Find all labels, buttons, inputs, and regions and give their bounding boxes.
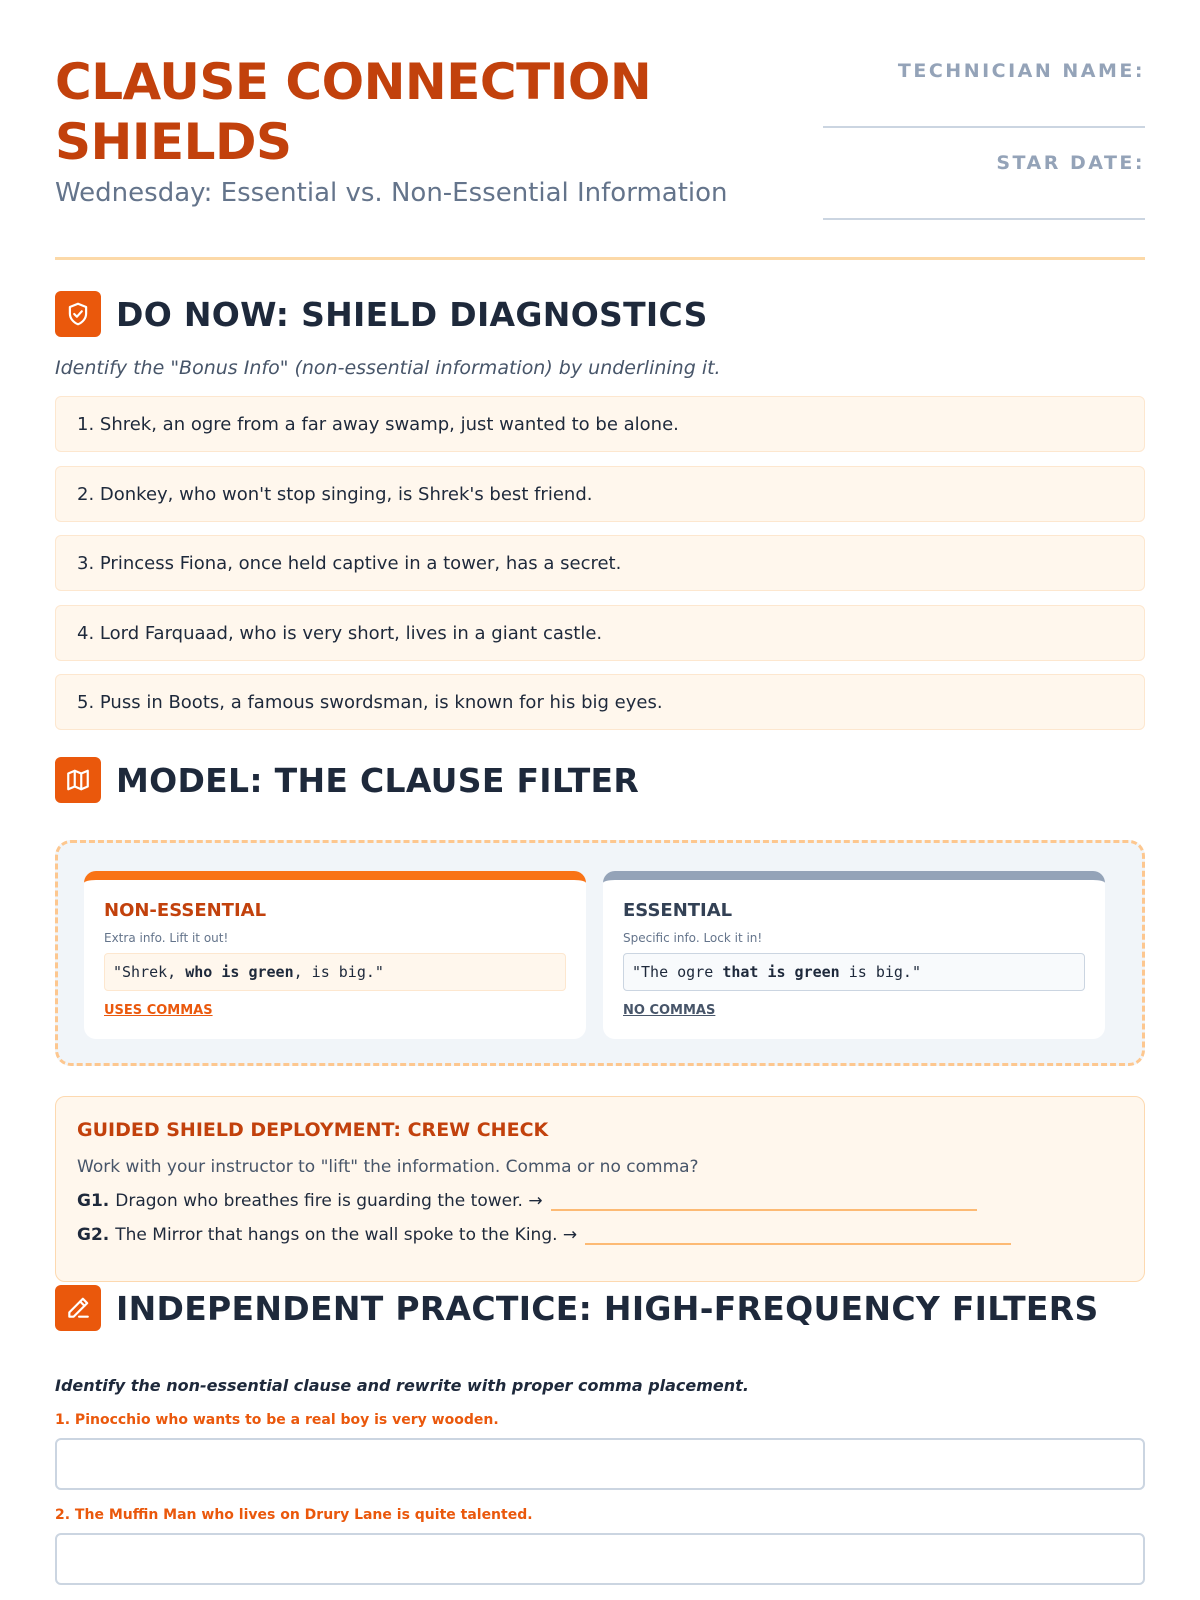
- shield-check-icon: [55, 291, 101, 337]
- question-number: G1.: [77, 1191, 110, 1211]
- question-text: The Mirror that hangs on the wall spoke to the King. →: [115, 1225, 578, 1245]
- practice-question-1: 1. Pinocchio who wants to be a real boy is very wooden.: [55, 1412, 499, 1428]
- do-now-header: [55, 291, 708, 337]
- list-item[interactable]: 4. Lord Farquaad, who is very short, lives in a giant castle.: [55, 605, 1145, 661]
- card-subtitle: Extra info. Lift it out!: [104, 931, 229, 945]
- practice-title: INDEPENDENT PRACTICE: HIGH-FREQUENCY FILTERS: [116, 1288, 1099, 1328]
- guided-practice-box: [55, 1096, 1145, 1282]
- guided-title: GUIDED SHIELD DEPLOYMENT: CREW CHECK: [77, 1119, 549, 1141]
- example-sentence: [104, 953, 566, 991]
- guided-instruction: Work with your instructor to "lift" the information. Comma or no comma?: [77, 1157, 699, 1177]
- map-icon: [55, 757, 101, 803]
- do-now-title: DO NOW: SHIELD DIAGNOSTICS: [116, 294, 708, 334]
- comma-rule-tag: USES COMMAS: [104, 1003, 213, 1018]
- model-title: MODEL: THE CLAUSE FILTER: [116, 760, 640, 800]
- code-part: "Shrek,: [113, 963, 186, 981]
- list-item[interactable]: 1. Shrek, an ogre from a far away swamp, just wanted to be alone.: [55, 396, 1145, 452]
- non-essential-card: [84, 871, 586, 1039]
- do-now-instruction: Identify the "Bonus Info" (non-essential information) by underlining it.: [55, 357, 721, 379]
- star-date-field[interactable]: [823, 218, 1145, 220]
- code-part: , is big.": [293, 963, 384, 981]
- list-item[interactable]: 2. Donkey, who won't stop singing, is Shrek's best friend.: [55, 466, 1145, 522]
- star-date-label: STAR DATE:: [996, 152, 1145, 174]
- practice-header: [55, 1285, 1099, 1331]
- code-part: is big.": [839, 963, 921, 981]
- example-sentence: [623, 953, 1085, 991]
- answer-line[interactable]: [551, 1197, 977, 1211]
- worksheet-header: [55, 0, 1145, 260]
- guided-question-1: [77, 1191, 1123, 1211]
- model-header: [55, 757, 639, 803]
- question-number: G2.: [77, 1225, 110, 1245]
- code-clause: that is green: [722, 963, 840, 981]
- card-title: ESSENTIAL: [623, 900, 733, 921]
- page-subtitle: Wednesday: Essential vs. Non-Essential Information: [55, 178, 728, 208]
- pencil-icon: [55, 1285, 101, 1331]
- answer-box-1[interactable]: [55, 1438, 1145, 1490]
- technician-name-label: TECHNICIAN NAME:: [897, 60, 1145, 82]
- comma-rule-tag: NO COMMAS: [623, 1003, 716, 1018]
- meta-fields: [823, 60, 1145, 220]
- card-title: NON-ESSENTIAL: [104, 900, 267, 921]
- question-text: Dragon who breathes fire is guarding the tower. →: [115, 1191, 543, 1211]
- answer-line[interactable]: [585, 1231, 1011, 1245]
- practice-instruction: Identify the non-essential clause and rewrite with proper comma placement.: [55, 1376, 749, 1395]
- code-part: "The ogre: [632, 963, 723, 981]
- list-item[interactable]: 5. Puss in Boots, a famous swordsman, is known for his big eyes.: [55, 674, 1145, 730]
- technician-name-field[interactable]: [823, 126, 1145, 128]
- code-clause: who is green: [185, 963, 294, 981]
- list-item[interactable]: 3. Princess Fiona, once held captive in a tower, has a secret.: [55, 535, 1145, 591]
- answer-box-2[interactable]: [55, 1533, 1145, 1585]
- clause-filter-model: [55, 840, 1145, 1066]
- guided-question-2: [77, 1225, 1123, 1245]
- card-subtitle: Specific info. Lock it in!: [623, 931, 763, 945]
- practice-question-2: 2. The Muffin Man who lives on Drury Lane is quite talented.: [55, 1507, 533, 1523]
- page-title: CLAUSE CONNECTION SHIELDS: [55, 53, 652, 171]
- essential-card: [603, 871, 1105, 1039]
